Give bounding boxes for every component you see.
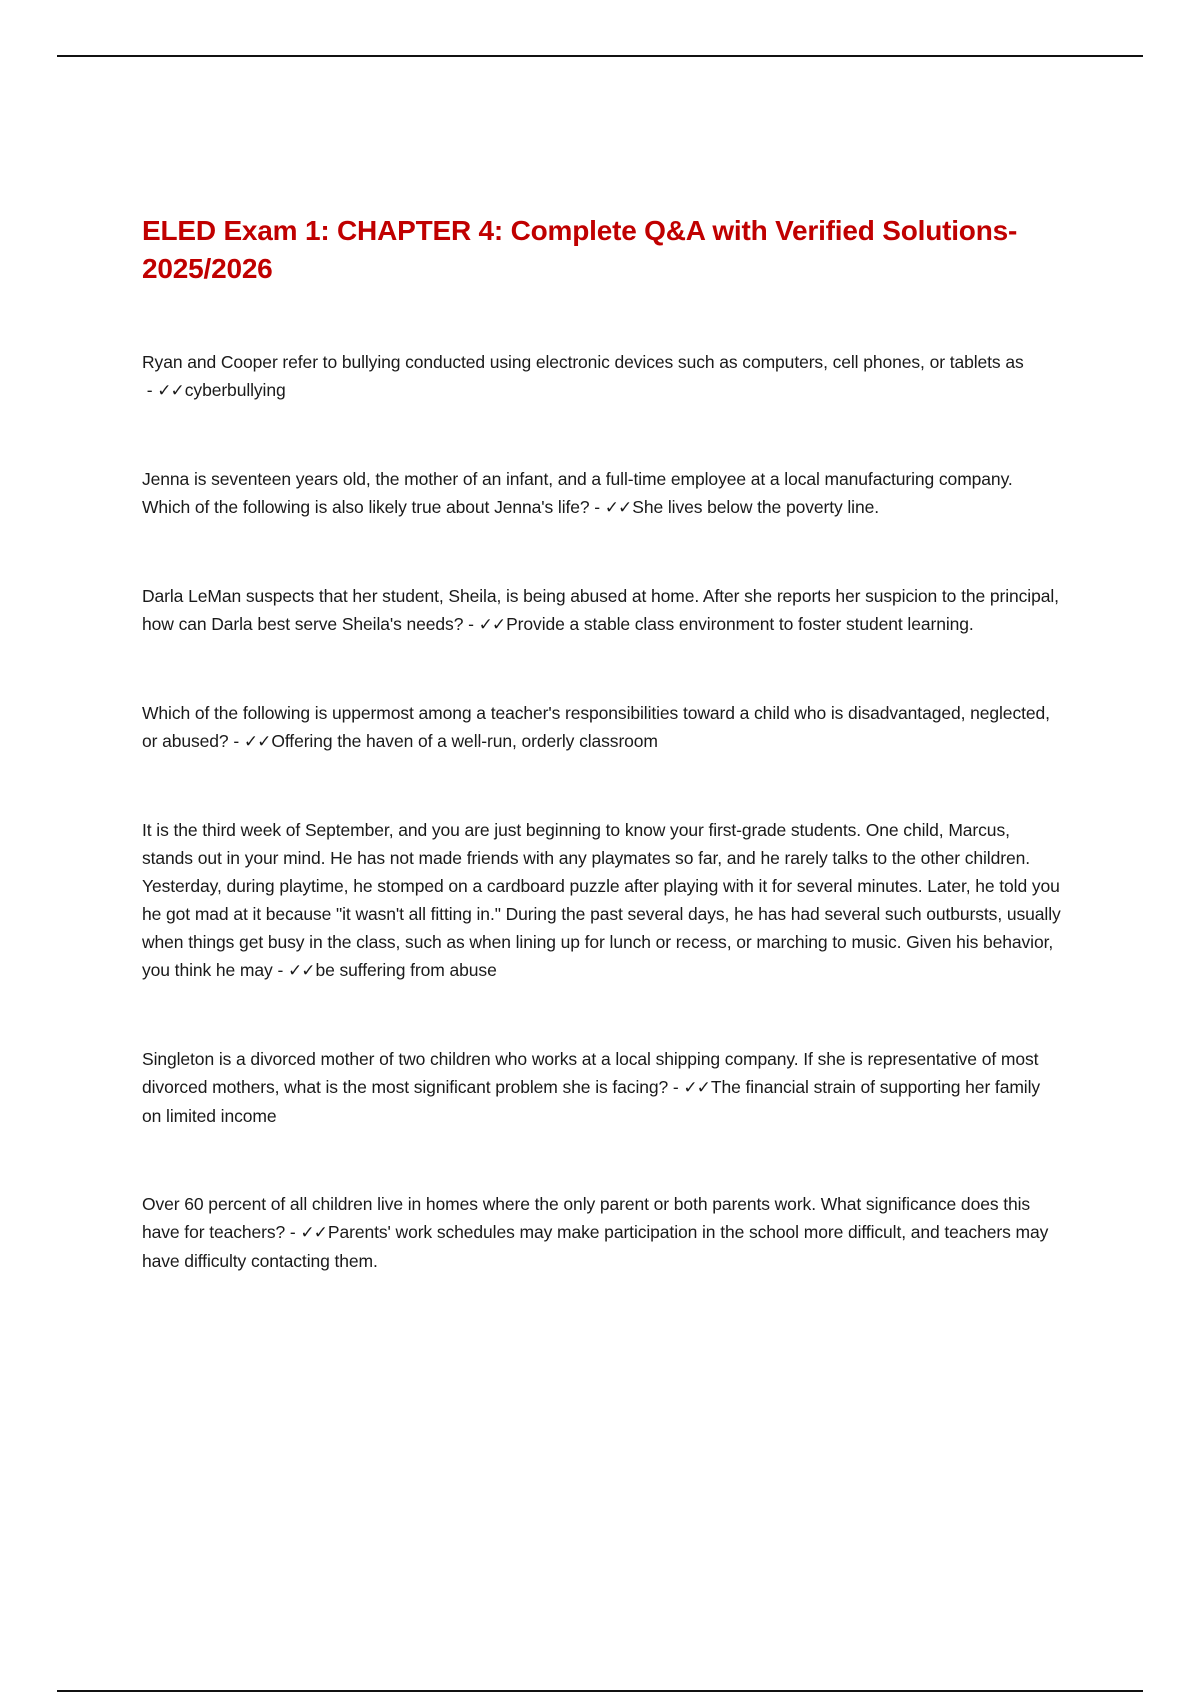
separator: - xyxy=(668,1077,684,1097)
answer-text: The financial strain of supporting her family on limited income xyxy=(142,1077,1041,1126)
document-body xyxy=(142,212,1062,1335)
answer-text: be suffering from abuse xyxy=(315,960,497,980)
question-text: Singleton is a divorced mother of two children who works at a local shipping company. If she is representative of most divorced mothers, what is the most significant problem she is facing? xyxy=(142,1049,1039,1097)
separator: - xyxy=(285,1222,301,1242)
bottom-divider xyxy=(57,1690,1143,1692)
answer-text: She lives below the poverty line. xyxy=(632,497,879,517)
question-text: Ryan and Cooper refer to bullying conducted using electronic devices such as computers, cell phones, or tablets as xyxy=(142,352,1024,372)
answer-text: Offering the haven of a well-run, orderly classroom xyxy=(271,731,658,751)
qa-item xyxy=(142,1190,1062,1275)
question-text: Which of the following is uppermost among a teacher's responsibilities toward a child who is disadvantaged, neglected, or abused? xyxy=(142,703,1050,751)
double-check-icon: ✓✓ xyxy=(243,732,271,752)
answer-text: Parents' work schedules may make participation in the school more difficult, and teachers may have difficulty contacting them. xyxy=(142,1222,1049,1271)
separator: - xyxy=(589,497,605,517)
double-check-icon: ✓✓ xyxy=(287,961,315,981)
double-check-icon: ✓✓ xyxy=(300,1223,327,1243)
double-check-icon: ✓✓ xyxy=(604,498,632,518)
qa-item xyxy=(142,465,1062,522)
qa-item xyxy=(142,1045,1062,1130)
question-text: Darla LeMan suspects that her student, Sheila, is being abused at home. After she reports her suspicion to the principal, how can Darla best serve Sheila's needs? xyxy=(142,586,1059,634)
double-check-icon: ✓✓ xyxy=(683,1078,710,1098)
qa-item xyxy=(142,816,1062,985)
separator: - xyxy=(142,380,158,400)
question-text: Jenna is seventeen years old, the mother of an infant, and a full-time employee at a local manufacturing company. Which of the following is also likely true about Jenna's life? xyxy=(142,469,1013,517)
question-text: It is the third week of September, and you are just beginning to know your first-grade students. One child, Marcus, stands out in your mind. He has not made friends with any playmates so far, and he rarely talks to the other children. Yesterday, during playtime, he stomped on a cardboard puzzle after playing with it for several minutes. Later, he told you he got mad at it because "it wasn't all fitting in." During the past several days, he has had several such outbursts, usually when things get busy in the class, such as when lining up for lunch or recess, or marching to music. Given his behavior, you think he may xyxy=(142,820,1061,980)
separator: - xyxy=(463,614,479,634)
separator: - xyxy=(228,731,244,751)
qa-item xyxy=(142,699,1062,756)
document-title: ELED Exam 1: CHAPTER 4: Complete Q&A with Verified Solutions- 2025/2026 xyxy=(142,215,1018,284)
separator: - xyxy=(272,960,288,980)
qa-item xyxy=(142,582,1062,639)
qa-list xyxy=(142,348,1062,1275)
answer-text: Provide a stable class environment to foster student learning. xyxy=(506,614,974,634)
top-divider xyxy=(57,55,1143,57)
answer-text: cyberbullying xyxy=(184,380,286,400)
qa-item xyxy=(142,348,1062,405)
double-check-icon: ✓✓ xyxy=(478,615,506,635)
question-text: Over 60 percent of all children live in homes where the only parent or both parents work. What significance does this have for teachers? xyxy=(142,1194,1031,1242)
double-check-icon: ✓✓ xyxy=(157,381,184,401)
